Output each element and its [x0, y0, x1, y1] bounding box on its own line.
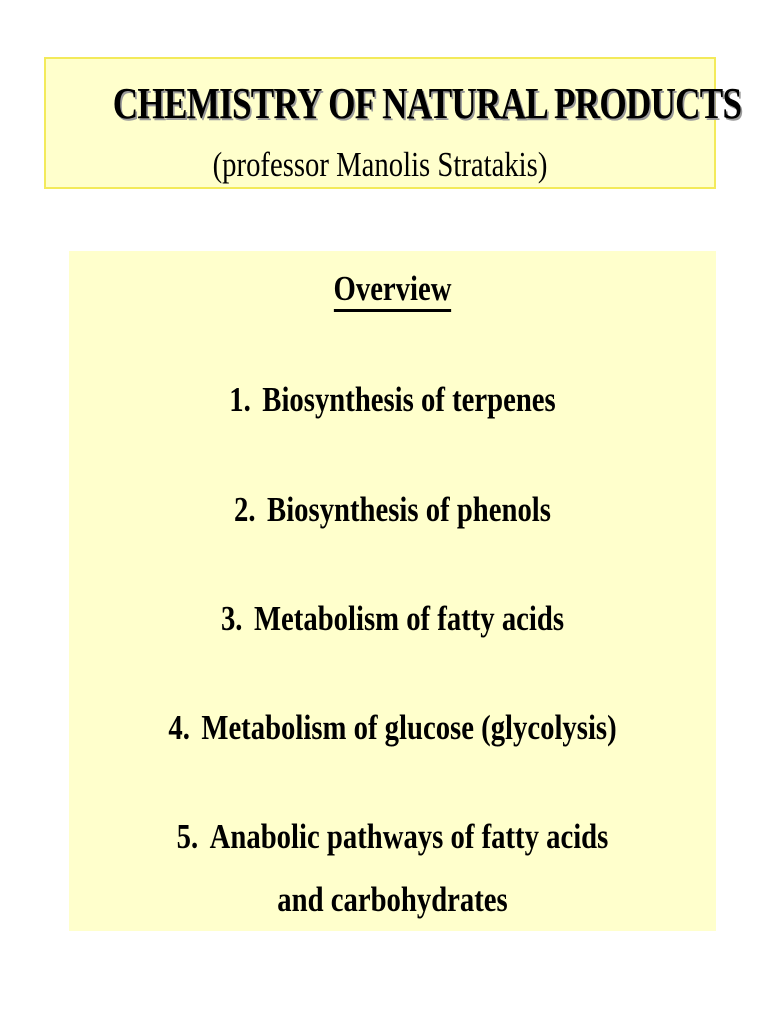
list-item-text: Metabolism of fatty acids	[253, 599, 565, 638]
list-item	[127, 703, 658, 753]
overview-box	[69, 251, 716, 931]
overview-heading	[127, 269, 658, 309]
list-item	[127, 812, 658, 862]
title-box	[44, 57, 742, 189]
list-item	[127, 375, 658, 425]
page-title: CHEMISTRY OF NATURAL PRODUCTS	[112, 79, 742, 128]
list-item-number: 5.	[176, 817, 199, 856]
list-item-number: 3.	[220, 599, 243, 638]
list-item	[127, 485, 658, 535]
list-item-number: 4.	[168, 708, 190, 747]
list-item-text: Biosynthesis of terpenes	[262, 380, 556, 419]
overview-heading-text: Overview	[334, 269, 452, 312]
list-item	[127, 594, 658, 644]
list-item-text: Biosynthesis of phenols	[267, 490, 551, 529]
list-item-number: 2.	[234, 490, 256, 529]
list-item-number: 1.	[229, 380, 251, 419]
list-item-text: Metabolism of glucose (glycolysis)	[201, 708, 617, 747]
page-subtitle: (professor Manolis Stratakis)	[212, 145, 548, 184]
list-item-text: Anabolic pathways of fatty acids	[209, 817, 609, 856]
list-item-continuation: and carbohydrates	[277, 880, 508, 919]
